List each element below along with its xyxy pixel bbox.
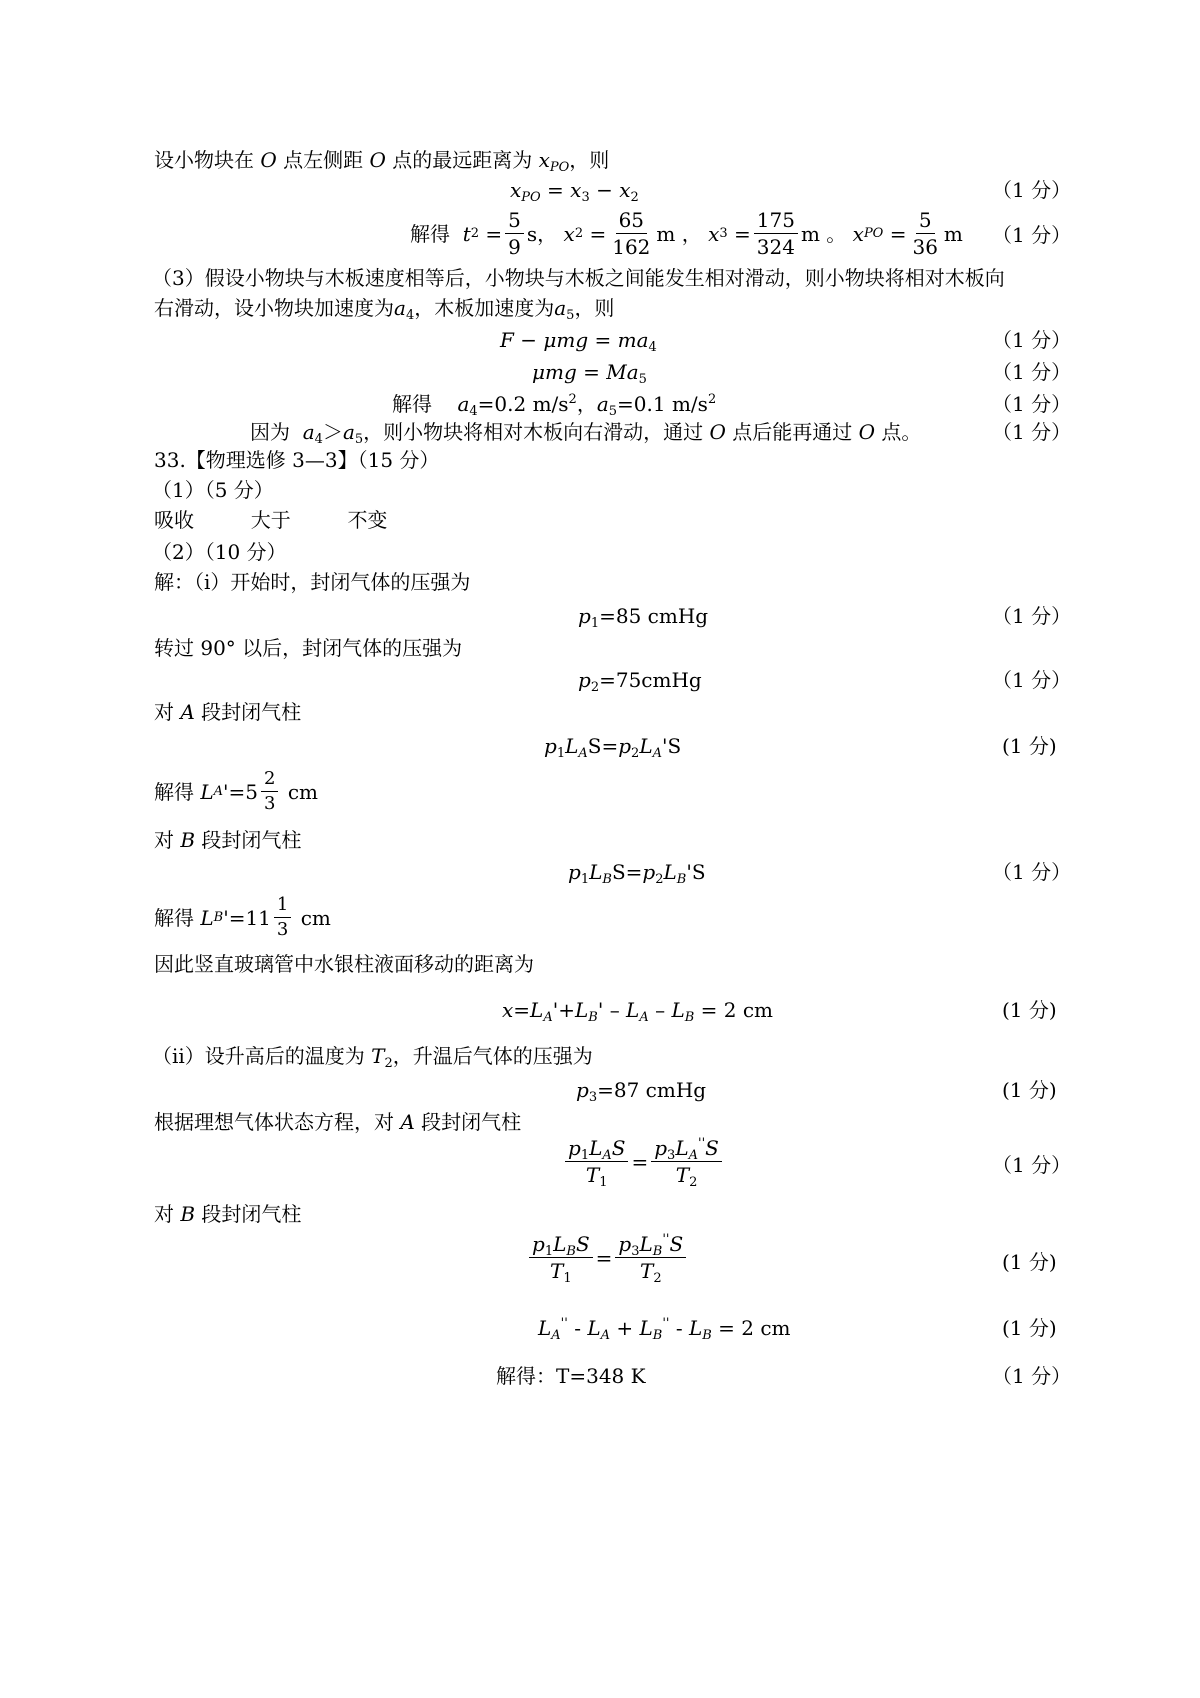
fraction-t2: $\frac{5}{9}$ [505,210,524,258]
score-label: （1 分） [992,1364,1072,1388]
rotate-line: 转过 90° 以后，封闭气体的压强为 [154,636,463,660]
equation-ideal-A: $\frac{p_1L_AS}{T_1}$ = $\frac{p_3L_A''S}{T_2}$ [562,1138,725,1186]
fraction-ideal-A-left: $\frac{p_1L_AS}{T_1}$ [565,1138,628,1186]
equation-boyle-B: $p_1L_BS=p_2L_B'S$ [568,860,706,887]
fraction-x2: $\frac{65}{162}$ [612,208,651,259]
score-label: （1 分） [992,668,1072,692]
final-solution: 解得：T=348 K [496,1364,646,1388]
therefore-line: 因此竖直玻璃管中水银柱液面移动的距离为 [154,952,534,976]
equation-friction: $\mu mg = Ma_5$ [532,360,647,387]
fraction-LB: $\frac{1}{3}$ [274,896,291,940]
score-label: （1 分） [992,328,1072,352]
equation-displacement: $x=L_A'+L_B' - L_A - L_B = 2$ cm [502,998,774,1025]
fraction-ideal-A-right: $\frac{p_3L_A''S}{T_2}$ [651,1138,722,1186]
part3-line2: 右滑动，设小物块加速度为$a_4$，木板加速度为$a_5$，则 [154,296,615,323]
equation-force: $F - \mu mg = ma_4$ [500,328,657,355]
score-label: （1 分） [992,1153,1072,1177]
subpart-2-label: （2）（10 分） [152,540,287,564]
score-label: (1 分) [1002,734,1057,758]
answer-2: 大于 [250,508,291,532]
equation-p1: $p_1=85$ cmHg [578,604,709,631]
solution-accelerations: 解得 $a_4=0.2$ $m/s^2$，$a_5=0.1$ $m/s^2$ [392,392,717,419]
segment-A-label: 对 A 段封闭气柱 [154,700,302,724]
score-label: （1 分） [992,860,1072,884]
solution-i-intro: 解：（i）开始时，封闭气体的压强为 [154,570,471,594]
score-label: (1 分) [1002,1078,1057,1102]
subpart-1-label: （1）（5 分） [152,478,274,502]
answer-1: 吸收 [154,508,194,532]
text-line-xpo-intro: 设小物块在 O 点左侧距 O 点的最远距离为 $x_{PO}$，则 [154,148,610,175]
equation-p2: $p_2=75cmHg$ [578,668,702,695]
fraction-xpo: $\frac{5}{36}$ [912,208,938,259]
solution-LA: 解得 L A ' =5 $\frac{2}{3}$ cm [154,768,318,814]
score-label: （1 分） [992,392,1072,416]
score-label: （1 分） [992,604,1072,628]
ideal-gas-line: 根据理想气体状态方程，对 A 段封闭气柱 [154,1110,522,1134]
segment-B2-label: 对 B 段封闭气柱 [154,1202,302,1226]
equation-sum-lengths: $L_A'' - L_A + L_B'' - L_B = 2$ cm [538,1316,791,1343]
because-line: 因为 $a_4>a_5$，则小物块将相对木板向右滑动，通过 O 点后能再通过 O 点。 [250,420,922,447]
answer-3: 不变 [347,508,388,532]
fraction-ideal-B-left: $\frac{p_1L_BS}{T_1}$ [529,1234,593,1282]
part3-line1: （3）假设小物块与木板速度相等后，小物块与木板之间能发生相对滑动，则小物块将相对木板向 [152,266,1005,290]
solution-fractions-line: 解得 t 2 = $\frac{5}{9}$ s ， x 2 = $\frac{65}{162}$ m ， x 3 = $\frac{175}{324}$ m 。 x PO = $\frac{5}{36}$ m [410,208,963,259]
score-label: (1 分) [1002,1250,1057,1274]
fraction-ideal-B-right: $\frac{p_3L_B''S}{T_2}$ [615,1234,686,1282]
fraction-x3: $\frac{175}{324}$ [754,210,798,258]
score-label: (1 分) [1002,1316,1057,1340]
equation-boyle-A: $p_1L_AS=p_2L_A'S$ [544,734,682,761]
score-label: （1 分） [992,223,1072,247]
solution-ii-intro: （ii）设升高后的温度为 $T_2$，升温后气体的压强为 [152,1044,593,1071]
score-label: (1 分) [1002,998,1057,1022]
solution-LB: 解得 L B ' =11 $\frac{1}{3}$ cm [154,894,331,940]
equation-ideal-B: $\frac{p_1L_BS}{T_1}$ = $\frac{p_3L_B''S}{T_2}$ [526,1234,689,1282]
answers-row [154,510,387,530]
equation-p3: $p_3=87$ cmHg [576,1078,707,1105]
equation-xpo: $x_{PO} = x_3 - x_2$ [510,178,639,205]
score-label: （1 分） [992,420,1072,444]
segment-B-label: 对 B 段封闭气柱 [154,828,302,852]
fraction-LA: $\frac{2}{3}$ [261,770,278,814]
question-33-title: 33.【物理选修 3—3】（15 分） [154,448,440,472]
score-label: （1 分） [992,360,1072,384]
score-label: （1 分） [992,178,1072,202]
